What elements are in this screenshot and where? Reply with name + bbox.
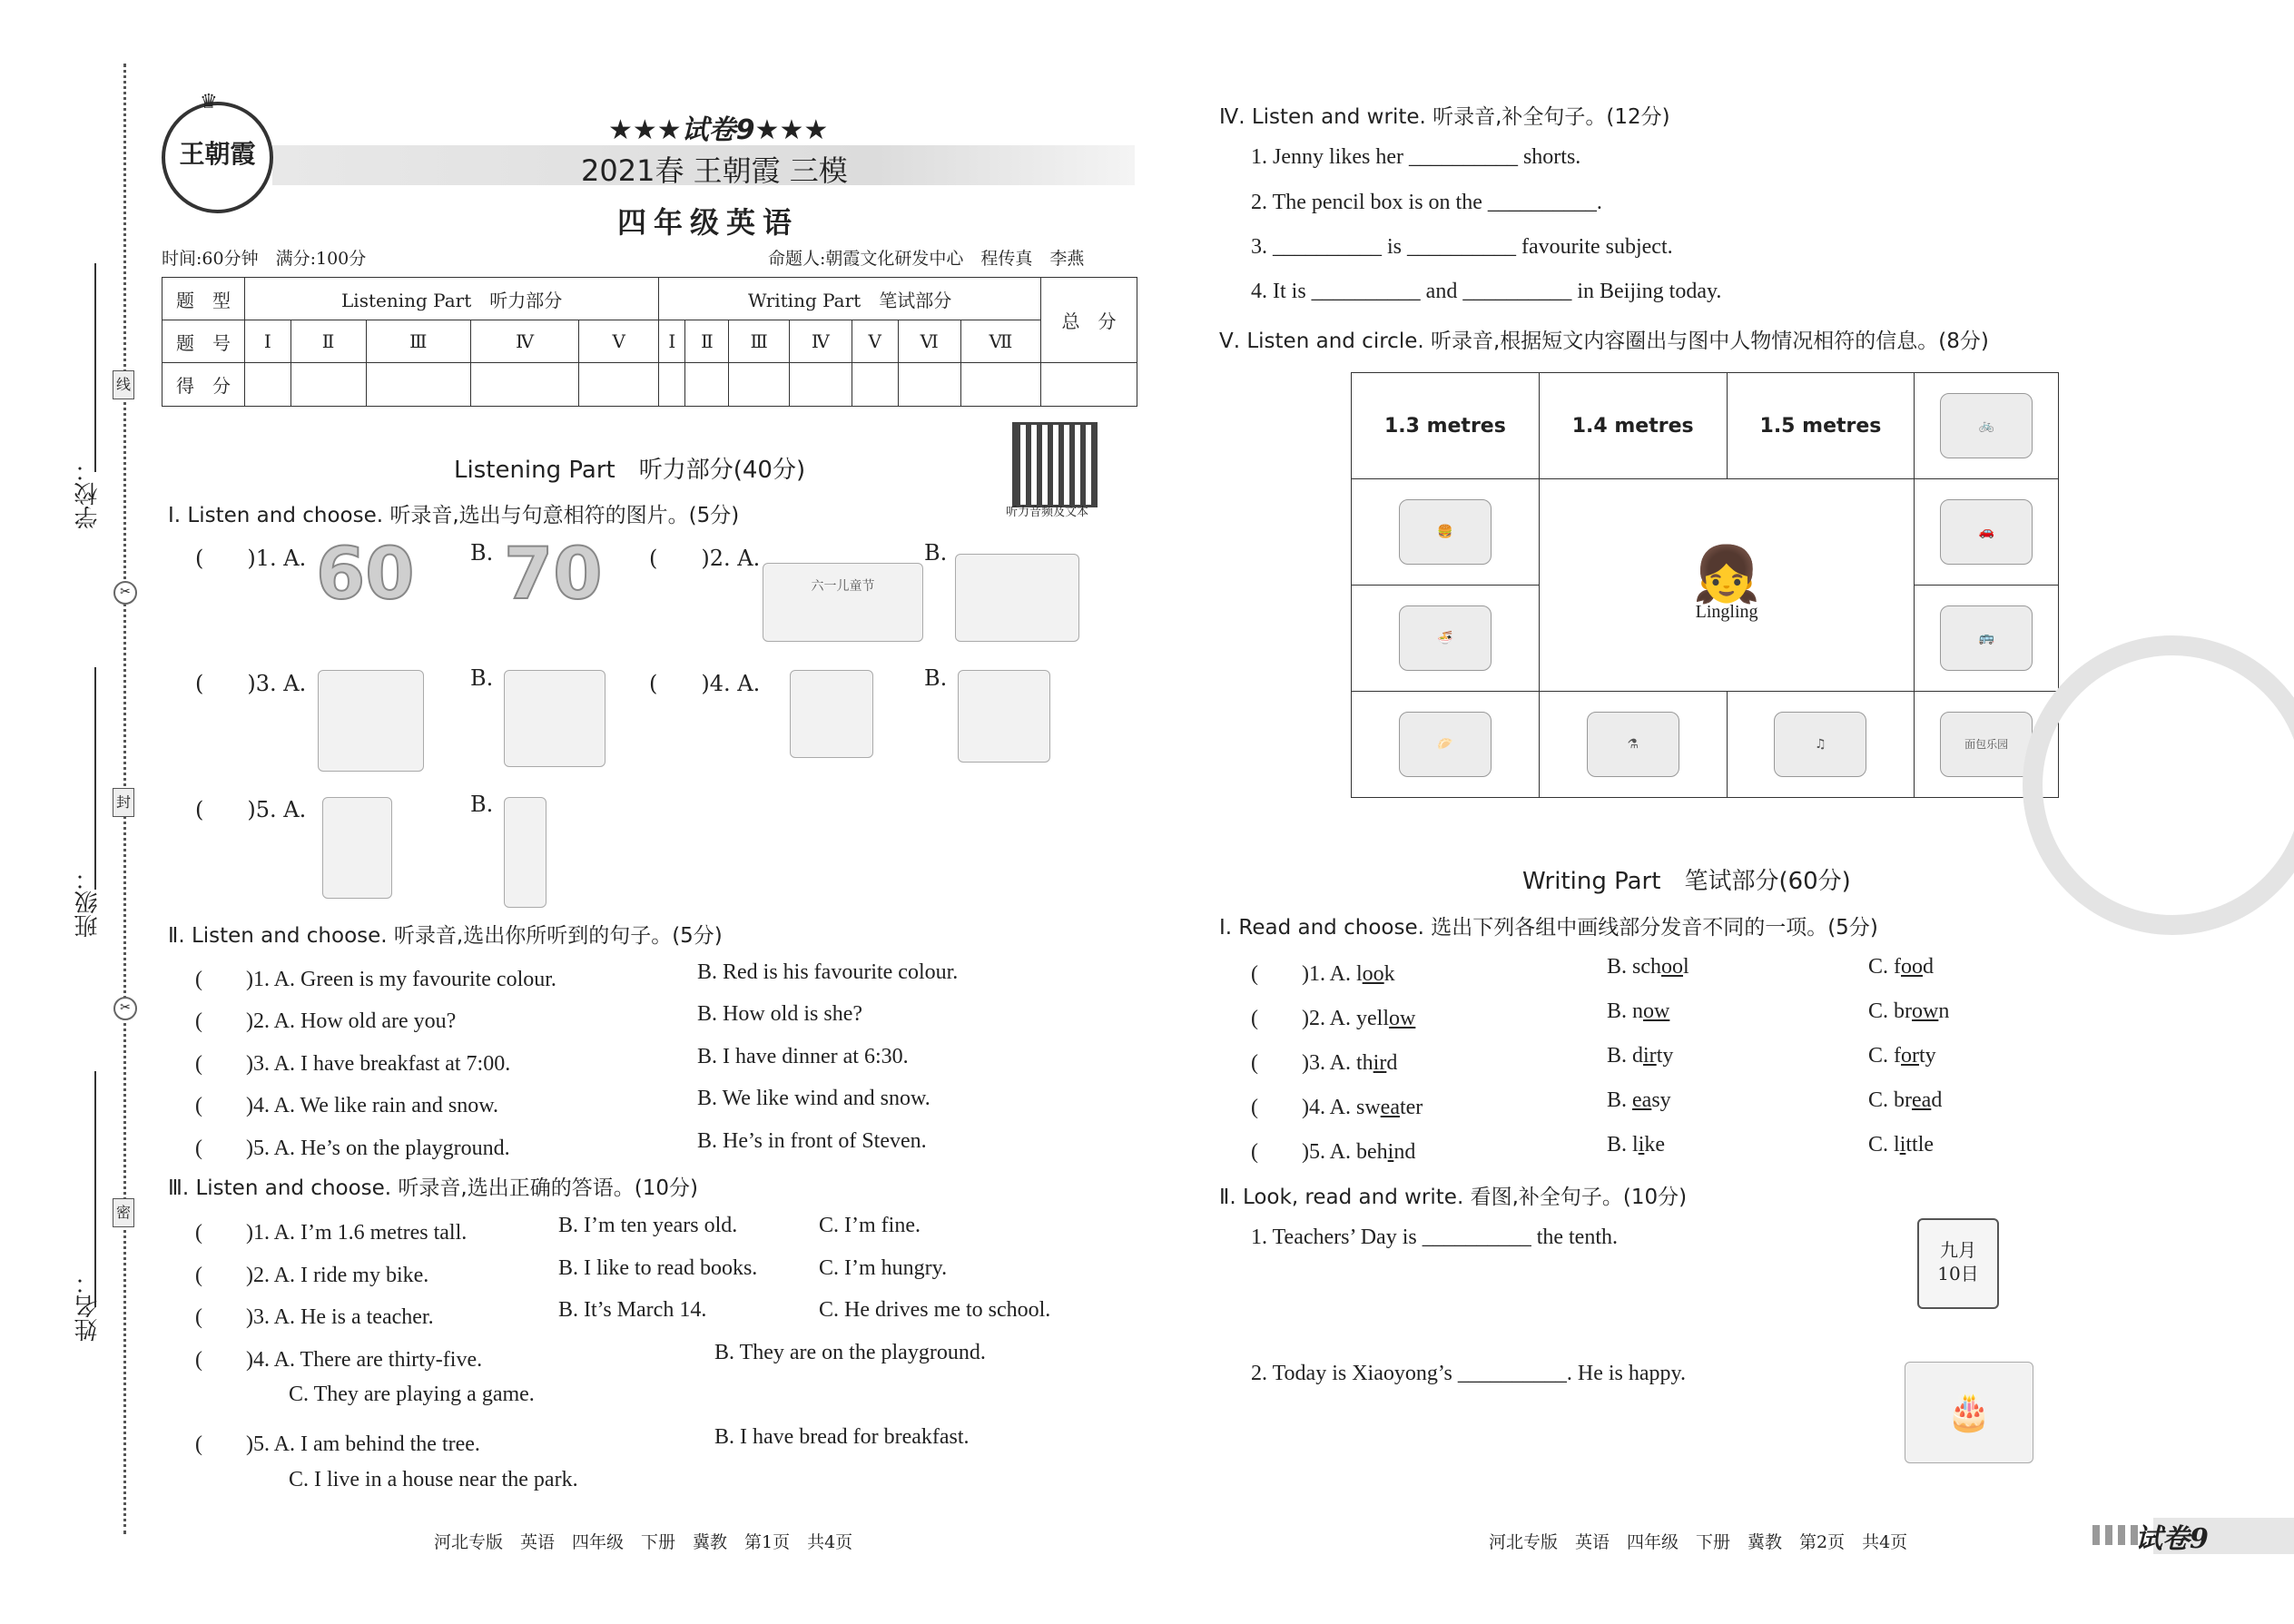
l1-item-1-b: B. xyxy=(470,540,494,566)
row-num-label: 题 号 xyxy=(162,320,245,363)
crown-icon: ♛ xyxy=(200,91,218,113)
height-option[interactable]: 1.3 metres xyxy=(1352,373,1540,479)
secret-seal xyxy=(2023,635,2294,935)
score-cell[interactable] xyxy=(579,363,659,407)
tag-mi: 密 xyxy=(113,1198,134,1227)
footer-left: 河北专版 英语 四年级 下册 冀教 第1页 共4页 xyxy=(434,1532,853,1552)
footer-right: 河北专版 英语 四年级 下册 冀教 第2页 共4页 xyxy=(1489,1532,1908,1552)
l4-item-4[interactable]: 4. It is __________ and __________ in Beijing today. xyxy=(1251,280,1722,303)
word-part: d xyxy=(1931,1088,1943,1112)
writing-num: Ⅳ xyxy=(789,320,852,363)
score-cell[interactable] xyxy=(898,363,960,407)
w1-item-3-a[interactable] xyxy=(1251,1044,1397,1076)
score-cell[interactable] xyxy=(290,363,366,407)
w1-item-number: ( )2. A. xyxy=(1251,1007,1351,1030)
total-label: 总 分 xyxy=(1041,278,1137,363)
l1-item-2[interactable]: ( )2. A. xyxy=(649,546,761,571)
score-cell[interactable] xyxy=(960,363,1040,407)
l3-item-4-b[interactable]: B. They are on the playground. xyxy=(714,1341,986,1364)
logo-seal xyxy=(162,102,273,213)
l3-item-2-b[interactable]: B. I like to read books. xyxy=(558,1256,758,1280)
word-part: n xyxy=(1938,999,1950,1023)
car-option[interactable] xyxy=(1915,479,2059,586)
listening-num: Ⅴ xyxy=(579,320,659,363)
hamburger-option[interactable] xyxy=(1352,479,1540,586)
word-part: ty xyxy=(1919,1044,1936,1068)
school-label: 学校： xyxy=(74,458,102,529)
w1-item-4-a[interactable] xyxy=(1251,1088,1423,1120)
underlined-letters: ea xyxy=(1632,1088,1652,1112)
calendar-day: 10日 xyxy=(1937,1263,1979,1284)
w1-item-3-c[interactable]: C. forty xyxy=(1868,1044,1936,1068)
reading-boy-picture xyxy=(790,670,873,758)
bike-option[interactable] xyxy=(1915,373,2059,479)
l1-item-4[interactable]: ( )4. A. xyxy=(649,671,761,696)
w1-item-1-b[interactable]: B. school xyxy=(1607,955,1689,979)
word-part: ttle xyxy=(1905,1133,1935,1156)
l2-item-5-b[interactable]: B. He’s in front of Steven. xyxy=(697,1129,927,1153)
scissor-icon: ✂ xyxy=(113,581,137,605)
underlined-letters: ir xyxy=(1373,1051,1387,1075)
snow-picture xyxy=(318,670,424,772)
l5-title: Ⅴ. Listen and circle. 听录音,根据短文内容圈出与图中人物情况相符的信息。(8分) xyxy=(1219,330,1989,353)
word-part: l xyxy=(1356,962,1363,986)
qr-caption: 听力音频及文本 xyxy=(1006,506,1089,519)
pants-picture xyxy=(504,797,546,908)
score-cell[interactable] xyxy=(470,363,578,407)
number-70-picture: 70 xyxy=(504,534,603,615)
girl-name: Lingling xyxy=(1695,602,1758,622)
underlined-letters: ir xyxy=(1643,1044,1657,1068)
score-cell[interactable] xyxy=(659,363,685,407)
underlined-letters: ea xyxy=(1380,1096,1400,1119)
w1-item-3-b[interactable]: B. dirty xyxy=(1607,1044,1674,1068)
w1-item-number: ( )1. A. xyxy=(1251,962,1351,986)
subject-title: 四年级英语 xyxy=(617,205,800,240)
w1-item-5-b[interactable]: B. like xyxy=(1607,1133,1666,1156)
l3-item-1-a[interactable]: ( )1. A. I’m 1.6 metres tall. xyxy=(195,1221,468,1245)
word-part: nd xyxy=(1393,1140,1416,1164)
underlined-letters: i xyxy=(1387,1140,1394,1164)
l3-item-5-c[interactable]: C. I live in a house near the park. xyxy=(289,1468,578,1491)
word-part: th xyxy=(1356,1051,1373,1075)
height-option[interactable]: 1.5 metres xyxy=(1727,373,1915,479)
word-part: sch xyxy=(1632,955,1662,979)
l5-picture-table xyxy=(1351,372,2059,798)
l1-title: Ⅰ. Listen and choose. 听录音,选出与句意相符的图片。(5分) xyxy=(168,504,740,527)
w1-item-4-c[interactable]: C. bread xyxy=(1868,1088,1943,1112)
name-label: 姓名： xyxy=(74,1271,102,1342)
l3-item-3-a[interactable]: ( )3. A. He is a teacher. xyxy=(195,1305,434,1329)
school-line xyxy=(94,263,96,472)
number-60-picture: 60 xyxy=(316,534,415,615)
class-line xyxy=(94,667,96,890)
w1-item-2-c[interactable]: C. brown xyxy=(1868,999,1950,1023)
l3-item-2-a[interactable]: ( )2. A. I ride my bike. xyxy=(195,1264,429,1287)
underlined-letters: ow xyxy=(1643,999,1670,1023)
underlined-letters: oo xyxy=(1362,962,1384,986)
word-part: l xyxy=(1894,1133,1900,1156)
writing-num: Ⅱ xyxy=(685,320,729,363)
l2-item-5-a[interactable]: ( )5. A. He’s on the playground. xyxy=(195,1137,510,1160)
listening-num: Ⅱ xyxy=(290,320,366,363)
music-option[interactable] xyxy=(1727,692,1915,798)
dumplings-icon: 🥟 xyxy=(1399,712,1492,777)
l3-item-2-c[interactable]: C. I’m hungry. xyxy=(819,1256,948,1280)
listening-num: Ⅳ xyxy=(470,320,578,363)
w1-item-number: ( )4. A. xyxy=(1251,1096,1351,1119)
noodles-icon: 🍜 xyxy=(1399,605,1492,671)
l1-item-5-b: B. xyxy=(470,792,494,817)
l1-item-3-b: B. xyxy=(470,665,494,691)
score-cell[interactable] xyxy=(245,363,291,407)
l2-title: Ⅱ. Listen and choose. 听录音,选出你所听到的句子。(5分) xyxy=(168,924,723,948)
w1-item-1-a[interactable] xyxy=(1251,955,1395,987)
birthday-party-picture: 🎂 xyxy=(1905,1362,2033,1463)
calendar-picture xyxy=(1917,1218,1999,1309)
l1-item-4-b: B. xyxy=(924,665,948,691)
word-part: k xyxy=(1383,962,1395,986)
word-part: ke xyxy=(1644,1133,1666,1156)
writing-num: Ⅴ xyxy=(852,320,898,363)
height-option[interactable]: 1.4 metres xyxy=(1539,373,1727,479)
word-part: d xyxy=(1632,1044,1644,1068)
listening-num: Ⅲ xyxy=(366,320,470,363)
score-cell[interactable] xyxy=(729,363,790,407)
tag-feng: 封 xyxy=(113,788,134,817)
score-cell[interactable] xyxy=(789,363,852,407)
bike-icon: 🚲 xyxy=(1940,393,2033,458)
wind-picture xyxy=(504,670,605,767)
word-part: ter xyxy=(1399,1096,1423,1119)
w2-title: Ⅱ. Look, read and write. 看图,补全句子。(10分) xyxy=(1219,1186,1688,1209)
word-part: beh xyxy=(1356,1140,1388,1164)
row-score-label: 得 分 xyxy=(162,363,245,407)
word-part: br xyxy=(1894,1088,1913,1112)
listening-part-header: Listening Part 听力部分 xyxy=(245,278,659,320)
childrens-day-picture xyxy=(763,563,923,642)
writing-num: Ⅵ xyxy=(898,320,960,363)
w1-item-1-c[interactable]: C. food xyxy=(1868,955,1935,979)
word-part: d xyxy=(1386,1051,1398,1075)
girl-cell xyxy=(1539,479,1915,692)
writing-num: Ⅶ xyxy=(960,320,1040,363)
underlined-letters: ow xyxy=(1912,999,1939,1023)
score-table xyxy=(162,277,1137,407)
l2-item-3-b[interactable]: B. I have dinner at 6:30. xyxy=(697,1045,909,1068)
l3-item-1-c[interactable]: C. I’m fine. xyxy=(819,1214,921,1237)
exam-title: 2021春 王朝霞 三模 xyxy=(581,153,848,188)
l2-item-3-a[interactable]: ( )3. A. I have breakfast at 7:00. xyxy=(195,1052,511,1076)
underlined-letters: ow xyxy=(1389,1007,1416,1030)
w1-item-number: ( )5. A. xyxy=(1251,1140,1351,1164)
car-icon: 🚗 xyxy=(1940,499,2033,565)
bus-option[interactable] xyxy=(1915,586,2059,692)
score-cell[interactable] xyxy=(685,363,729,407)
author-info: 命题人:朝霞文化研发中心 程传真 李燕 xyxy=(768,249,1085,269)
word-part: l xyxy=(1683,955,1689,979)
w1-item-5-a[interactable] xyxy=(1251,1133,1415,1165)
w1-item-2-a[interactable] xyxy=(1251,999,1415,1031)
underlined-letters: i xyxy=(1638,1133,1645,1156)
word-part: ty xyxy=(1656,1044,1674,1068)
hamburger-icon: 🍔 xyxy=(1399,499,1492,565)
teacher-board: 面包乐园 xyxy=(1940,712,2033,777)
w2-item-2[interactable]: 2. Today is Xiaoyong’s __________. He is happy. xyxy=(1251,1362,1686,1385)
l3-item-4-a[interactable]: ( )4. A. There are thirty-five. xyxy=(195,1348,483,1372)
word-part: d xyxy=(1923,955,1935,979)
l3-item-1-b[interactable]: B. I’m ten years old. xyxy=(558,1214,738,1237)
listening-title: Listening Part 听力部分(40分) xyxy=(454,457,806,484)
score-cell[interactable] xyxy=(366,363,470,407)
score-cell[interactable] xyxy=(852,363,898,407)
row-type-label: 题 型 xyxy=(162,278,245,320)
w1-title: Ⅰ. Read and choose. 选出下列各组中画线部分发音不同的一项。(5分) xyxy=(1219,916,1878,940)
word-part: sw xyxy=(1356,1096,1381,1119)
underlined-letters: i xyxy=(1899,1133,1906,1156)
l1-item-3[interactable]: ( )3. A. xyxy=(195,671,307,696)
girl-icon: 👧 xyxy=(1692,543,1761,606)
w1-item-5-c[interactable]: C. little xyxy=(1868,1133,1935,1156)
word-part: yell xyxy=(1356,1007,1389,1030)
l3-item-5-a[interactable]: ( )5. A. I am behind the tree. xyxy=(195,1432,480,1456)
scissor-icon: ✂ xyxy=(113,997,137,1020)
underlined-letters: ea xyxy=(1912,1088,1932,1112)
music-icon: ♫ xyxy=(1774,712,1866,777)
tag-xian: 线 xyxy=(113,370,134,399)
shirt-picture xyxy=(322,797,392,899)
word-part: l xyxy=(1632,1133,1639,1156)
l3-item-5-b[interactable]: B. I have bread for breakfast. xyxy=(714,1425,970,1449)
l2-item-1-b[interactable]: B. Red is his favourite colour. xyxy=(697,960,959,984)
kite-boy-picture xyxy=(958,670,1050,763)
l2-item-4-b[interactable]: B. We like wind and snow. xyxy=(697,1087,930,1110)
noodles-option[interactable] xyxy=(1352,586,1540,692)
bus-icon: 🚌 xyxy=(1940,605,2033,671)
l3-item-4-c[interactable]: C. They are playing a game. xyxy=(289,1383,535,1406)
banner-text: 六一儿童节 xyxy=(811,579,875,594)
dumplings-option[interactable] xyxy=(1352,692,1540,798)
l4-item-3[interactable]: 3. __________ is __________ favourite subject. xyxy=(1251,235,1673,259)
l2-item-1-a[interactable]: ( )1. A. Green is my favourite colour. xyxy=(195,968,556,991)
score-cell[interactable] xyxy=(1041,363,1137,407)
class-label: 班级： xyxy=(74,867,102,938)
family-dinner-picture xyxy=(955,554,1079,642)
underlined-letters: or xyxy=(1901,1044,1920,1068)
l4-title: Ⅳ. Listen and write. 听录音,补全句子。(12分) xyxy=(1219,105,1670,129)
l3-title: Ⅲ. Listen and choose. 听录音,选出正确的答语。(10分) xyxy=(168,1176,698,1200)
l4-item-2[interactable]: 2. The pencil box is on the __________. xyxy=(1251,191,1602,214)
w1-item-2-b[interactable]: B. now xyxy=(1607,999,1670,1023)
science-option[interactable] xyxy=(1539,692,1727,798)
underlined-letters: oo xyxy=(1661,955,1684,979)
writing-num: Ⅰ xyxy=(659,320,685,363)
time-info: 时间:60分钟 满分:100分 xyxy=(162,249,367,269)
w2-item-1[interactable]: 1. Teachers’ Day is __________ the tenth. xyxy=(1251,1225,1619,1249)
underlined-letters: oo xyxy=(1901,955,1924,979)
paper-number: ★★★试卷9★★★ xyxy=(608,114,829,146)
word-part: br xyxy=(1894,999,1913,1023)
writing-num: Ⅲ xyxy=(729,320,790,363)
word-part: f xyxy=(1894,955,1902,979)
writing-title: Writing Part 笔试部分(60分) xyxy=(1522,868,1851,895)
word-part: n xyxy=(1632,999,1644,1023)
l3-item-3-b[interactable]: B. It’s March 14. xyxy=(558,1298,707,1322)
l2-item-2-b[interactable]: B. How old is she? xyxy=(697,1002,862,1026)
l1-item-5[interactable]: ( )5. A. xyxy=(195,797,307,822)
w1-item-number: ( )3. A. xyxy=(1251,1051,1351,1075)
l2-item-4-a[interactable]: ( )4. A. We like rain and snow. xyxy=(195,1094,499,1117)
l2-item-2-a[interactable]: ( )2. A. How old are you? xyxy=(195,1009,457,1033)
logo-text: 王朝霞 xyxy=(179,139,256,169)
w1-item-4-b[interactable]: B. easy xyxy=(1607,1088,1671,1112)
word-part: sy xyxy=(1651,1088,1671,1112)
science-icon: ⚗ xyxy=(1587,712,1679,777)
l1-item-2-b: B. xyxy=(924,540,948,566)
calendar-month: 九月 xyxy=(1940,1239,1976,1261)
qr-code[interactable] xyxy=(1012,422,1098,507)
word-part: f xyxy=(1894,1044,1902,1068)
listening-num: Ⅰ xyxy=(245,320,291,363)
l4-item-1[interactable]: 1. Jenny likes her __________ shorts. xyxy=(1251,145,1581,169)
l1-item-1[interactable]: ( )1. A. xyxy=(195,546,307,571)
l3-item-3-c[interactable]: C. He drives me to school. xyxy=(819,1298,1051,1322)
corner-label: 试卷9 xyxy=(2135,1523,2209,1555)
writing-part-header: Writing Part 笔试部分 xyxy=(659,278,1041,320)
